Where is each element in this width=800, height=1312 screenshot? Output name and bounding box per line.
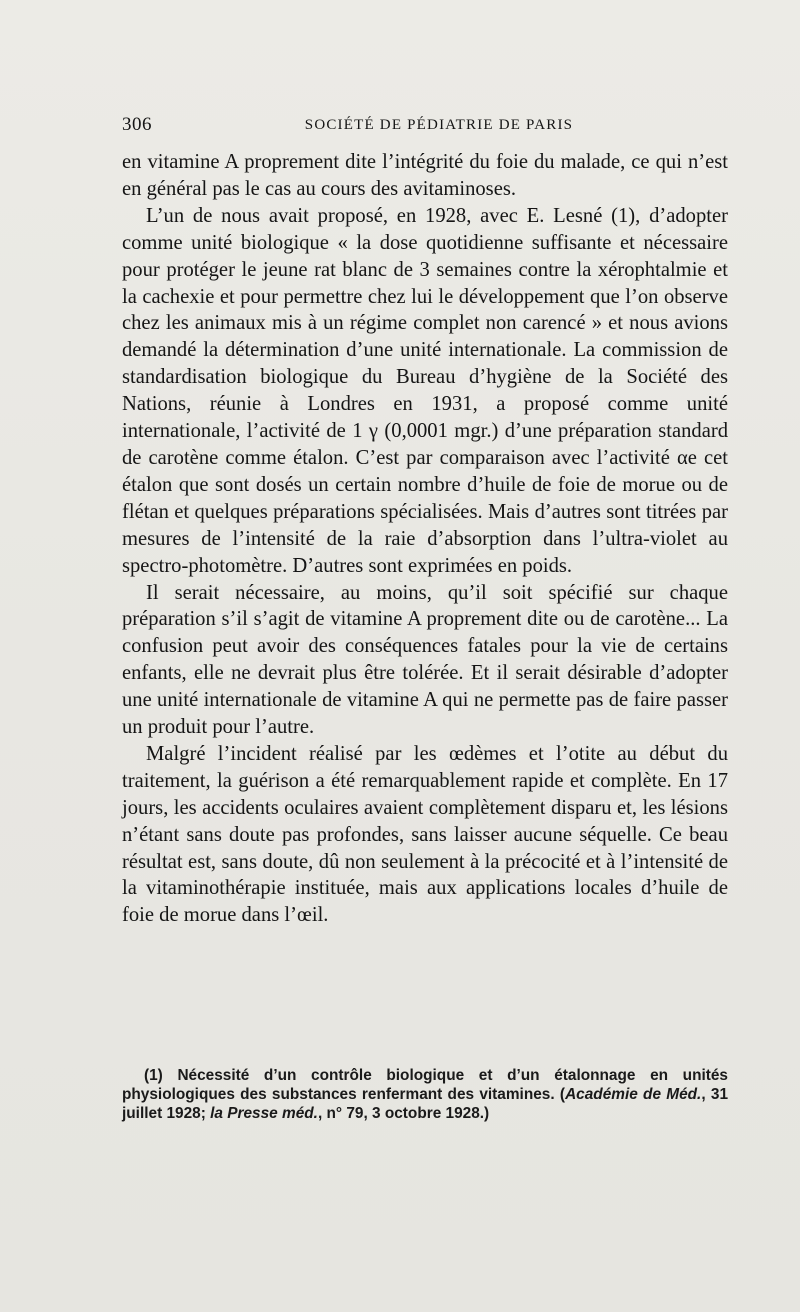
body-text (122, 149, 728, 929)
footnote-open-paren: ( (559, 1086, 566, 1104)
paragraph: Malgré l’incident réalisé par les œdèmes et l’otite au début du traitement, la guérison a été remarquablement rapide et complète. En 17 jours, les accidents oculaires avaient complètement disparu et, les lésions n’étant sans doute pas profondes, sans laisser aucune séquelle. Ce beau résultat est, sans doute, dû non seulement à la précocité et à l’intensité de la vitaminothérapie instituée, mais aux applications locales d’huile de foie de morue dans l’œil. (122, 742, 728, 927)
paragraph: L’un de nous avait proposé, en 1928, avec E. Lesné (1), d’adopter comme unité biologique « la dose quotidienne suffisante et nécessaire pour protéger le jeune rat blanc de 3 semaines contre la xérophtalmie et la cachexie et pour permettre chez lui le développement que l’on observe chez les animaux mis à un régime complet non carencé » et nous avions demandé la détermination d’une unité internationale. La commission de standardisation biologique du Bureau d’hygiène de la Société des Nations, réunie à Londres en 1931, a proposé comme unité internationale, l’activité de 1 γ (0,0001 mgr.) d’une préparation standard de carotène comme étalon. C’est par comparaison avec l’activité αe cet étalon que sont dosés un certain nombre d’huile de foie de morue ou de flétan et quelques préparations spécialisées. Mais d’autres sont titrées par mesures de l’intensité de la raie d’absorption dans l’ultra-violet au spectro-photomètre. D’autres sont exprimées en poids. (122, 204, 728, 577)
footnote-citation-date-2: , n° 79, 3 octobre 1928.) (317, 1105, 490, 1123)
page-header (122, 114, 730, 140)
footnote-text: Nécessité d’un contrôle biologique et d’un étalonnage en unités physiologiques des substances renfermant des vitamines. (122, 1067, 728, 1104)
running-head: SOCIÉTÉ DE PÉDIATRIE DE PARIS (304, 117, 574, 133)
footnote-citation-journal-2: la Presse méd. (210, 1105, 318, 1123)
paragraph: en vitamine A proprement dite l’intégrité du foie du malade, ce qui n’est en général pas le cas au cours des avitaminoses. (122, 151, 728, 200)
footnote (122, 1066, 728, 1124)
paragraph: Il serait nécessaire, au moins, qu’il soit spécifié sur chaque préparation s’il s’agit de vitamine A proprement dite ou de carotène... La confusion peut avoir des conséquences fatales pour la vie de certains enfants, elle ne devrait plus être tolérée. Et il serait désirable d’adopter une unité internationale de vitamine A qui ne permette pas de faire passer un produit pour l’autre. (122, 581, 728, 739)
page-number: 306 (122, 114, 152, 135)
footnote-citation-date-1: , 31 juillet 1928; (122, 1086, 729, 1123)
footnote-marker: (1) (144, 1067, 163, 1084)
footnote-citation-journal-1: Académie de Méd. (565, 1086, 702, 1104)
